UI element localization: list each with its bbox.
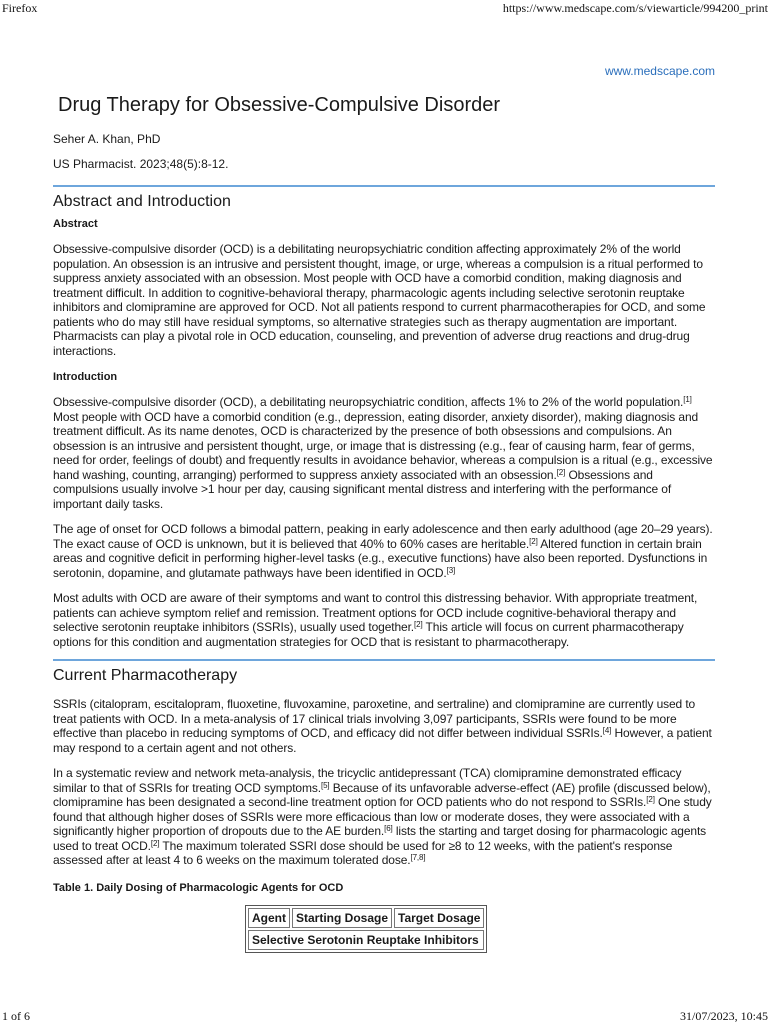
introduction-label: Introduction — [53, 371, 118, 383]
column-header-starting-dosage: Starting Dosage — [292, 908, 392, 928]
abstract-label: Abstract — [53, 218, 98, 230]
abstract-paragraph: Obsessive-compulsive disorder (OCD) is a debilitating neuropsychiatric condition affecting approximately 2% of the world population. An obsession is an intrusive and persistent thought, image, or urge, whereas a compulsion is a ritual performed to suppress anxiety associated with an obsession. Most people with OCD have a comorbid condition, making diagnosis and treatment difficult. In addition to cognitive-behavioral therapy, pharmacologic agents including selective serotonin reuptake inhibitors and clomipramine are approved for OCD. Not all patients respond to current pharmacotherapies for OCD, and some patients who do may still have residual symptoms, so alternative strategies such as therapy augmentation are important. Pharmacists can play a pivotal role in OCD education, counseling, and prevention of adverse drug reactions and drug-drug interactions. — [53, 242, 706, 358]
table-row — [248, 930, 484, 950]
column-header-target-dosage: Target Dosage — [394, 908, 484, 928]
intro-paragraph-3: Most adults with OCD are aware of their symptoms and want to control this distressing behavior. With appropriate treatment, patients can achieve symptom relief and remission. Treatment options for OCD include cognitive-behavioral therapy and selective serotonin reuptake inhibitors (SSRIs), usually used together.[2] This article will focus on current pharmacotherapy options for this condition and augmentation strategies for OCD that is resistant to pharmacotherapy. — [53, 591, 698, 649]
medscape-site-link[interactable]: www.medscape.com — [604, 64, 715, 78]
browser-name: Firefox — [2, 1, 38, 15]
table-header-row — [248, 908, 484, 928]
reference-link[interactable]: [6] — [384, 824, 393, 833]
reference-link[interactable]: [2] — [150, 838, 160, 848]
dosing-table — [245, 905, 487, 953]
page-count: 1 of 6 — [2, 1009, 30, 1023]
reference-link[interactable]: [1] — [683, 395, 692, 404]
reference-link[interactable]: [2] — [556, 467, 566, 477]
section-heading-abstract-intro: Abstract and Introduction — [53, 193, 231, 210]
reference-link[interactable]: [4] — [602, 726, 612, 735]
intro-paragraph-2: The age of onset for OCD follows a bimodal pattern, peaking in early adolescence and then early adulthood (age 20–29 years). The exact cause of OCD is unknown, but it is believed that 40% to 60% cases are heritable.[2] Altered function in certain brain areas and cognitive deficit in performing higher-level tasks (e.g., executive functions) have also been reported. Dysfunctions in serotonin, dopamine, and glutamate pathways have been identified in OCD.[3] — [53, 522, 713, 580]
article — [53, 90, 715, 953]
citation: US Pharmacist. 2023;48(5):8-12. — [53, 157, 229, 171]
reference-link[interactable]: [2] — [414, 620, 423, 629]
section-heading-current-pharmacotherapy: Current Pharmacotherapy — [53, 667, 238, 684]
pharmacotherapy-paragraph-2: In a systematic review and network meta-analysis, the tricyclic antidepressant (TCA) clomipramine demonstrated efficacy similar to that of SSRIs for treating OCD symptoms.[5] Because of its unfavorable adverse-effect (AE) profile (discussed below), clomipramine has been designated a second-line treatment option for OCD patients who do not respond to SSRIs.[2] One study found that although higher doses of SSRIs were more efficacious than low or moderate doses, they were associated with a significantly higher proportion of dropouts due to the AE burden.[6] lists the starting and target dosing for pharmacologic agents used to treat OCD.[2] The maximum tolerated SSRI dose should be used for ≥8 to 12 weeks, with the patient's response assessed after at least 4 to 6 weeks on the maximum tolerated dose.[7,8] — [53, 766, 712, 867]
author: Seher A. Khan, PhD — [53, 132, 161, 146]
section-divider — [53, 659, 715, 661]
pharmacotherapy-paragraph-1: SSRIs (citalopram, escitalopram, fluoxetine, fluvoxamine, paroxetine, and sertraline) and clomipramine are currently used to treat patients with OCD. In a meta-analysis of 17 clinical trials involving 3,097 participants, SSRIs were found to be more effective than placebo in reducing symptoms of OCD, and efficacy did not differ between individual SSRIs.[4] However, a patient may respond to a certain agent and not others. — [53, 697, 712, 755]
reference-link[interactable]: [2] — [646, 795, 655, 804]
table-group-row: Selective Serotonin Reuptake Inhibitors — [248, 930, 484, 950]
page-url: https://www.medscape.com/s/viewarticle/994200_print — [502, 1, 768, 15]
reference-link[interactable]: [2] — [529, 536, 538, 546]
intro-paragraph-1: Obsessive-compulsive disorder (OCD), a debilitating neuropsychiatric condition, affects 1% to 2% of the world population.[1] Most people with OCD have a comorbid condition (e.g., depression, eating disorder, anxiety disorder), making diagnosis and treatment difficult. As its name denotes, OCD is characterized by the presence of both obsessions and compulsions. An obsession is an intrusive and persistent thought, urge, or image that is distressing (e.g., fear of causing harm, fear of germs, need for order, feelings of doubt) and frequently results in avoidance behavior, whereas a compulsion is a ritual (e.g., excessive hand washing, counting, arranging) performed to suppress anxiety associated with an obsession.[2] Obsessions and compulsions usually involve >1 hour per day, causing significant mental distress and interfering with the performance of important daily tasks. — [53, 395, 713, 511]
reference-link[interactable]: [7,8] — [410, 853, 426, 862]
print-header — [0, 0, 768, 18]
reference-link[interactable]: [5] — [320, 780, 330, 790]
table-caption: Table 1. Daily Dosing of Pharmacologic Agents for OCD — [53, 881, 344, 894]
page-title: Drug Therapy for Obsessive-Compulsive Disorder — [58, 94, 501, 116]
reference-link[interactable]: [3] — [446, 565, 456, 575]
print-timestamp: 31/07/2023, 10:45 — [679, 1009, 768, 1023]
section-divider — [53, 185, 715, 187]
print-footer — [0, 1008, 768, 1026]
column-header-agent: Agent — [248, 908, 290, 928]
